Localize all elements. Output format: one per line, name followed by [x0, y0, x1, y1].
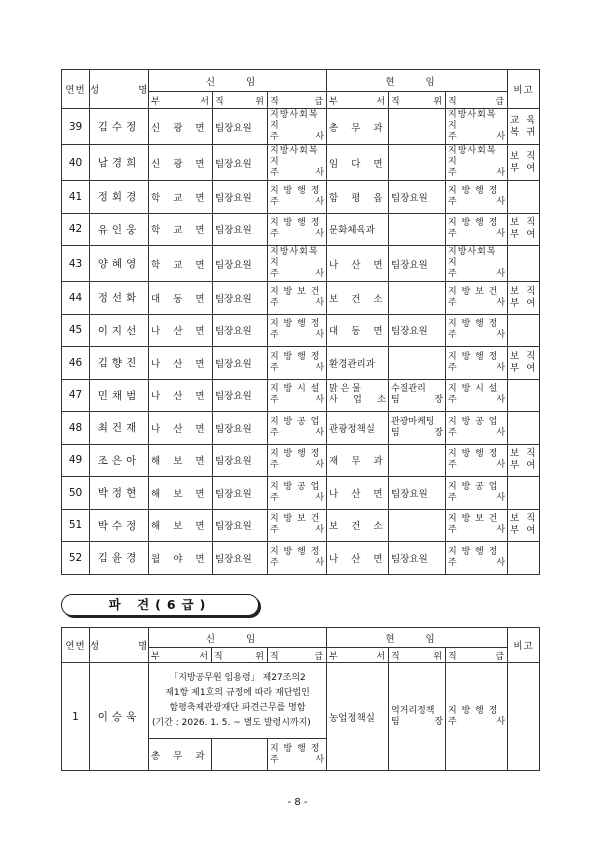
row-no: 49 [62, 444, 90, 477]
row-name: 김수정 [90, 109, 149, 145]
row-new-grade [268, 246, 327, 282]
row-new-position: 팀장요원 [213, 379, 268, 412]
row-current-grade-line1: 지 방 행 정 [448, 351, 499, 362]
header-new: 신 임 [149, 70, 327, 92]
row-new-dept: 대 동 면 [149, 282, 213, 315]
row-current-grade-line1: 지 방 행 정 [448, 185, 499, 196]
subheader-current-grade: 직 급 [446, 92, 508, 109]
row-new-dept: 해 보 면 [149, 444, 213, 477]
row-note [508, 477, 540, 510]
row-new-grade [268, 477, 327, 510]
dispatch-subheader-current-grade: 직 급 [446, 648, 508, 663]
row-new-grade [268, 509, 327, 542]
table-row [62, 542, 540, 575]
row-new-grade-line2: 주 사 [270, 330, 325, 341]
row-name: 조은아 [90, 444, 149, 477]
row-new-grade [268, 109, 327, 145]
row-current-position: 팀장요원 [389, 181, 446, 214]
row-name: 김윤경 [90, 542, 149, 575]
row-new-grade-line2: 주 사 [270, 229, 325, 240]
row-no: 51 [62, 509, 90, 542]
header-note: 비고 [508, 70, 540, 109]
dispatch-subheader-current-position: 직 위 [389, 648, 446, 663]
row-new-grade-line2: 주 사 [270, 460, 325, 471]
row-new-grade-line1: 지 방 행 정 [270, 449, 321, 460]
row-note [508, 542, 540, 575]
table-row [62, 412, 540, 445]
table-row [62, 379, 540, 412]
row-current-position: 팀장요원 [389, 246, 446, 282]
row-new-grade-line1: 지 방 공 업 [270, 416, 321, 427]
row-note [508, 181, 540, 214]
row-name: 남경희 [90, 145, 149, 181]
dispatch-table [61, 627, 540, 771]
dispatch-note [508, 663, 540, 771]
row-current-dept: 나 산 면 [327, 246, 389, 282]
row-name: 최건재 [90, 412, 149, 445]
row-new-grade-line1: 지방사회복지 [270, 146, 319, 167]
row-name: 박정현 [90, 477, 149, 510]
row-current-dept: 나 산 면 [327, 542, 389, 575]
row-no: 39 [62, 109, 90, 145]
row-new-position: 팀장요원 [213, 246, 268, 282]
row-new-grade [268, 213, 327, 246]
dispatch-current-position: 억거리정책 팀 장 [389, 663, 446, 771]
dispatch-header-current: 현 임 [327, 628, 508, 648]
row-no: 45 [62, 314, 90, 347]
row-new-dept: 나 산 면 [149, 379, 213, 412]
row-current-grade [446, 509, 508, 542]
row-current-dept: 함 평 읍 [327, 181, 389, 214]
row-new-grade-line2: 주 사 [270, 395, 325, 406]
row-new-position: 팀장요원 [213, 477, 268, 510]
row-current-grade-line1: 지 방 행 정 [448, 449, 499, 460]
table-row [62, 109, 540, 145]
row-new-grade-line1: 지 방 행 정 [270, 185, 321, 196]
dispatch-reason-line: (기간 : 2026. 1. 5. ~ 별도 발령시까지) [152, 717, 311, 728]
row-current-dept: 재 무 과 [327, 444, 389, 477]
table-row [62, 145, 540, 181]
row-new-grade-line1: 지방사회복지 [270, 247, 319, 268]
row-current-grade-line1: 지방사회복지 [448, 110, 497, 131]
row-no: 52 [62, 542, 90, 575]
row-new-dept: 신 광 면 [149, 145, 213, 181]
row-note [508, 379, 540, 412]
row-current-grade [446, 109, 508, 145]
row-current-position [389, 347, 446, 380]
table-row [62, 282, 540, 315]
row-no: 42 [62, 213, 90, 246]
row-current-position: 수질관리 팀 장 [389, 379, 446, 412]
row-current-grade-line1: 지 방 행 정 [448, 218, 499, 229]
row-note [508, 314, 540, 347]
row-name: 양혜영 [90, 246, 149, 282]
table-row [62, 509, 540, 542]
row-new-position: 팀장요원 [213, 282, 268, 315]
row-current-grade-line1: 지 방 보 건 [448, 514, 499, 525]
row-no: 50 [62, 477, 90, 510]
dispatch-no: 1 [62, 663, 90, 771]
appointment-table [61, 69, 540, 575]
row-current-position [389, 109, 446, 145]
row-new-grade [268, 444, 327, 477]
row-current-grade-line1: 지방사회복지 [448, 146, 497, 167]
header-name: 성 명 [90, 70, 149, 109]
row-name: 정회경 [90, 181, 149, 214]
row-new-grade-line1: 지방사회복지 [270, 110, 319, 131]
dispatch-subheader-new-dept: 부 서 [149, 648, 212, 663]
dispatch-name: 이승욱 [90, 663, 149, 771]
table-row [62, 246, 540, 282]
row-new-grade-line1: 지 방 행 정 [270, 319, 321, 330]
row-current-grade-line2: 주 사 [448, 395, 506, 406]
row-new-grade [268, 314, 327, 347]
row-new-grade [268, 412, 327, 445]
row-current-grade-line1: 지 방 행 정 [448, 319, 499, 330]
row-current-dept: 나 산 면 [327, 477, 389, 510]
row-current-dept: 맑 은 물 사 업 소 [327, 379, 389, 412]
row-note: 보 직 부 여 [508, 347, 540, 380]
row-new-dept: 월 야 면 [149, 542, 213, 575]
row-new-grade-line1: 지 방 행 정 [270, 351, 321, 362]
row-new-grade-line1: 지 방 행 정 [270, 218, 321, 229]
subheader-current-dept: 부 서 [327, 92, 389, 109]
row-new-position: 팀장요원 [213, 181, 268, 214]
row-new-dept: 학 교 면 [149, 213, 213, 246]
dispatch-header-name: 성 명 [90, 628, 149, 663]
row-name: 유인웅 [90, 213, 149, 246]
dispatch-new-dept: 총 무 과 [149, 739, 212, 771]
dispatch-new-position [212, 739, 268, 771]
row-name: 이지선 [90, 314, 149, 347]
row-current-position [389, 282, 446, 315]
row-current-grade [446, 347, 508, 380]
row-new-grade-line2: 주 사 [270, 427, 325, 438]
row-current-grade-line1: 지방사회복지 [448, 247, 497, 268]
row-current-grade-line2: 주 사 [448, 229, 506, 240]
row-new-dept: 해 보 면 [149, 477, 213, 510]
row-current-position [389, 444, 446, 477]
row-no: 46 [62, 347, 90, 380]
row-no: 48 [62, 412, 90, 445]
section-title: 파 견(6급) [61, 594, 259, 616]
row-current-grade-line2: 주 사 [448, 362, 506, 373]
row-new-grade [268, 282, 327, 315]
table-row [62, 477, 540, 510]
row-note: 교 육 복 귀 [508, 109, 540, 145]
row-current-grade [446, 542, 508, 575]
row-current-grade [446, 412, 508, 445]
header-current: 현 임 [327, 70, 508, 92]
row-name: 박수정 [90, 509, 149, 542]
row-current-position: 팀장요원 [389, 477, 446, 510]
row-current-dept: 임 다 면 [327, 145, 389, 181]
row-new-dept: 나 산 면 [149, 314, 213, 347]
row-current-grade [446, 314, 508, 347]
row-current-grade [446, 246, 508, 282]
row-new-position: 팀장요원 [213, 145, 268, 181]
subheader-new-grade: 직 급 [268, 92, 327, 109]
row-new-dept: 신 광 면 [149, 109, 213, 145]
row-current-grade-line2: 주 사 [448, 132, 506, 142]
row-new-position: 팀장요원 [213, 314, 268, 347]
row-current-grade [446, 444, 508, 477]
table-row [62, 181, 540, 214]
dispatch-header-new: 신 임 [149, 628, 327, 648]
row-new-grade-line2: 주 사 [270, 269, 325, 279]
dispatch-reason [149, 663, 327, 739]
row-new-dept: 나 산 면 [149, 412, 213, 445]
row-new-grade-line2: 주 사 [270, 525, 325, 536]
row-current-grade-line2: 주 사 [448, 297, 506, 308]
row-new-grade [268, 542, 327, 575]
row-new-dept: 해 보 면 [149, 509, 213, 542]
header-no: 연번 [62, 70, 90, 109]
row-new-grade [268, 347, 327, 380]
row-new-grade-line2: 주 사 [270, 168, 325, 178]
row-new-dept: 학 교 면 [149, 181, 213, 214]
row-new-dept: 나 산 면 [149, 347, 213, 380]
row-current-grade-line2: 주 사 [448, 269, 506, 279]
row-new-position: 팀장요원 [213, 213, 268, 246]
row-new-position: 팀장요원 [213, 347, 268, 380]
row-note: 보 직 부 여 [508, 213, 540, 246]
row-new-grade [268, 181, 327, 214]
row-no: 41 [62, 181, 90, 214]
row-new-grade-line1: 지 방 행 정 [270, 546, 321, 557]
row-current-position: 팀장요원 [389, 314, 446, 347]
row-current-position: 팀장요원 [389, 542, 446, 575]
row-new-grade-line1: 지 방 공 업 [270, 481, 321, 492]
row-current-grade [446, 379, 508, 412]
dispatch-reason-line: 제1항 제1호의 규정에 따라 재단법인 [165, 687, 310, 698]
row-current-dept: 환경관리과 [327, 347, 389, 380]
row-current-grade [446, 477, 508, 510]
row-current-grade-line2: 주 사 [448, 460, 506, 471]
row-new-dept: 학 교 면 [149, 246, 213, 282]
table-row [62, 444, 540, 477]
dispatch-reason-line: 함평축제관광재단 파견근무를 명함 [169, 702, 306, 713]
row-current-grade-line2: 주 사 [448, 492, 506, 503]
row-new-position: 팀장요원 [213, 109, 268, 145]
row-current-position: 관광마케팅 팀 장 [389, 412, 446, 445]
row-current-grade [446, 213, 508, 246]
row-current-grade-line2: 주 사 [448, 557, 506, 568]
row-new-position: 팀장요원 [213, 444, 268, 477]
dispatch-current-dept: 농업정책실 [327, 663, 389, 771]
subheader-new-position: 직 위 [213, 92, 268, 109]
row-note: 보 직 부 여 [508, 444, 540, 477]
row-current-position [389, 145, 446, 181]
subheader-current-position: 직 위 [389, 92, 446, 109]
row-current-grade [446, 181, 508, 214]
row-new-grade-line2: 주 사 [270, 557, 325, 568]
row-no: 44 [62, 282, 90, 315]
table-row [62, 213, 540, 246]
row-name: 정선화 [90, 282, 149, 315]
row-new-grade-line1: 지 방 시 설 [270, 384, 321, 395]
row-current-grade-line1: 지 방 공 업 [448, 481, 499, 492]
row-no: 40 [62, 145, 90, 181]
row-current-grade-line2: 주 사 [448, 196, 506, 207]
row-current-grade-line1: 지 방 보 건 [448, 286, 499, 297]
row-current-dept: 관광정책실 [327, 412, 389, 445]
row-current-grade-line1: 지 방 행 정 [448, 546, 499, 557]
row-current-position [389, 213, 446, 246]
subheader-new-dept: 부 서 [149, 92, 213, 109]
table-row [62, 314, 540, 347]
dispatch-header-note: 비고 [508, 628, 540, 663]
row-new-grade-line2: 주 사 [270, 297, 325, 308]
page-number: - 8 - [287, 797, 308, 808]
row-note: 보 직 부 여 [508, 145, 540, 181]
row-current-grade [446, 282, 508, 315]
row-new-position: 팀장요원 [213, 412, 268, 445]
dispatch-subheader-new-grade: 직 급 [268, 648, 327, 663]
row-current-grade-line1: 지 방 공 업 [448, 416, 499, 427]
row-current-grade [446, 145, 508, 181]
row-current-dept: 대 동 면 [327, 314, 389, 347]
row-new-grade-line2: 주 사 [270, 492, 325, 503]
row-current-dept: 총 무 과 [327, 109, 389, 145]
row-current-dept: 보 건 소 [327, 509, 389, 542]
row-new-grade [268, 145, 327, 181]
row-new-grade-line2: 주 사 [270, 362, 325, 373]
row-current-grade-line2: 주 사 [448, 525, 506, 536]
row-note [508, 412, 540, 445]
dispatch-current-grade: 지 방 행 정 주 사 [446, 663, 508, 771]
dispatch-header-no: 연번 [62, 628, 90, 663]
table-row [62, 347, 540, 380]
row-new-grade-line2: 주 사 [270, 196, 325, 207]
row-new-position: 팀장요원 [213, 509, 268, 542]
row-note: 보 직 부 여 [508, 282, 540, 315]
row-note [508, 246, 540, 282]
row-name: 민채범 [90, 379, 149, 412]
row-current-grade-line2: 주 사 [448, 427, 506, 438]
row-new-grade-line2: 주 사 [270, 132, 325, 142]
dispatch-new-grade: 지 방 행 정 주 사 [268, 739, 327, 771]
row-new-grade-line1: 지 방 보 건 [270, 286, 321, 297]
dispatch-subheader-new-position: 직 위 [212, 648, 268, 663]
row-current-grade-line1: 지 방 시 설 [448, 384, 499, 395]
row-no: 43 [62, 246, 90, 282]
row-current-grade-line2: 주 사 [448, 330, 506, 341]
row-no: 47 [62, 379, 90, 412]
row-current-dept: 보 건 소 [327, 282, 389, 315]
row-current-grade-line2: 주 사 [448, 168, 506, 178]
row-new-position: 팀장요원 [213, 542, 268, 575]
row-current-dept: 문화체육과 [327, 213, 389, 246]
row-new-grade-line1: 지 방 보 건 [270, 514, 321, 525]
row-name: 김향진 [90, 347, 149, 380]
row-new-grade [268, 379, 327, 412]
row-current-position [389, 509, 446, 542]
dispatch-subheader-current-dept: 부 서 [327, 648, 389, 663]
dispatch-reason-line: 「지방공무원 임용령」 제27조의2 [169, 672, 306, 683]
row-note: 보 직 부 여 [508, 509, 540, 542]
